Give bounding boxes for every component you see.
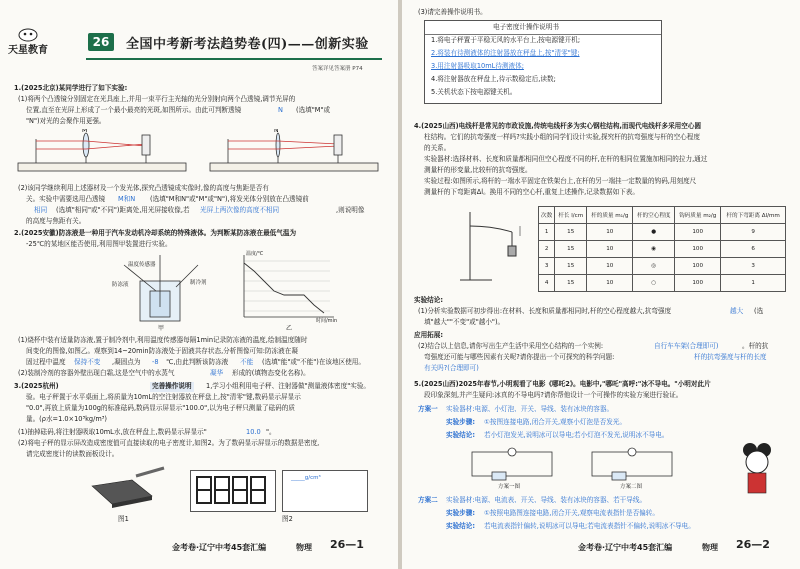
- q2-answer-2: -8: [152, 358, 159, 366]
- q2-p1b: 间变化的图像,如图乙。观察到14~20min防冻液处于固液共存状态,分析图像可知:防冻液在凝: [26, 347, 298, 355]
- q5-s2-step: ①按照电路图连接电路,闭合开关,观察电流表指针是否偏转。: [484, 509, 659, 517]
- q3-line2: 验。电子秤置于水平桌面上,将质量为10mL的空注射器放在秤盘上,按"清零"键,数码显示屏显示: [26, 393, 301, 401]
- q5-circuit-diagrams: [462, 446, 682, 486]
- q3-cont: (3)请完善操作说明书。: [418, 8, 487, 16]
- q3-scale-figure: [86, 466, 166, 516]
- q3-head-a: 3.(2025杭州): [14, 382, 59, 390]
- q2-apparatus-figure: [110, 251, 220, 331]
- hollow-icon-solid: ●: [633, 224, 675, 241]
- q2-p1f: (选填"能"或"不能")在该地区使用。: [262, 358, 365, 366]
- q4-answer-2: 自行车车架(合理即可): [654, 342, 719, 350]
- q4-materials-2: 测量杆的形变量,比较杆的抗弯强度。: [424, 166, 532, 174]
- q4-materials: 实验器材:选择材料、长度和质量都相同但空心程度不同的杆,在杆的相同位置施加相同的拉力,通过: [424, 155, 708, 163]
- right-footer-page: 26—2: [736, 538, 770, 551]
- q3-p1b: "。: [266, 428, 276, 436]
- q5-s2-label: 方案二: [418, 496, 438, 504]
- fig-label-sensor: 温度传感器: [128, 262, 156, 268]
- q2-p1c: 固过程中温度: [26, 358, 66, 366]
- q1-answer-1: N: [278, 106, 283, 114]
- left-footer-brand: 金考卷·辽宁中考45套汇编: [172, 543, 267, 552]
- screen-unit: _____g/cm³: [291, 475, 321, 481]
- fig-label-scheme-a: 方案一图: [498, 484, 521, 490]
- hollow-icon-large: ○: [633, 275, 675, 292]
- q1-answer-2: M和N: [118, 195, 136, 203]
- q4-answer-3: 杆的抗弯强度与杆的长度: [694, 353, 767, 361]
- right-page: [402, 0, 800, 569]
- q4-answer-3b: 有关吗?(合理即可): [424, 364, 479, 372]
- q2-p1d: ,凝固点为: [112, 358, 141, 366]
- q4-conclusion-1: (1)分析实验数据可初步得出:在材料、长度和质量都相同时,杆的空心程度越大,抗弯强度: [418, 307, 672, 315]
- th-5: 杆的下弯距离 Δl/mm: [721, 207, 786, 224]
- q4-bending-figure: [458, 206, 528, 286]
- manual-item-2: 2.将装有待测液体的注射器放在秤盘上,按"清零"键;: [431, 49, 580, 57]
- q1-p2d: (选填"相同"或"不同")距离处,用光屏接收像,若: [56, 206, 190, 214]
- q4-application-2: 弯强度还可能与哪些因素有关呢?请你提出一个可探究的科学问题:: [424, 353, 615, 361]
- manual-title: 电子密度计操作说明书: [493, 23, 559, 31]
- q5-s2-result-label: 实验结论:: [446, 522, 476, 530]
- th-4: 钩码质量 m₂/g: [675, 207, 721, 224]
- manual-item-4: 4.将注射器放在秤盘上,待示数稳定后,读数;: [431, 75, 556, 83]
- left-page: [0, 0, 398, 569]
- q1-p2c: (选填"M和N"或"M"或"N"),将发光体分别放在凸透镜前: [150, 195, 309, 203]
- q3-digit-display: [190, 470, 276, 512]
- q4-conclusion-head: 实验结论:: [414, 296, 444, 304]
- q4-line3: 的关系。: [424, 144, 451, 152]
- svg-text:M: M: [82, 129, 88, 134]
- q2-p2a: (2)装制冷剂的容器外壁出现白霜,这是空气中的水蒸气: [18, 369, 175, 377]
- q5-s1-result-label: 实验结论:: [446, 431, 476, 439]
- logo-text: 天星教育: [8, 45, 48, 56]
- q3-p2a: (2)将电子秤的显示屏改造成密度值可直接读取的电子密度计,如图2。为了数码显示屏显示的数据是密度,: [18, 439, 320, 447]
- left-footer-subject: 物理: [296, 543, 312, 552]
- q2-head: 2.(2025安徽)防冻液是一种用于汽车发动机冷却系统的特殊液体。为判断某防冻液在最低气温为: [14, 229, 297, 237]
- q2-answer-4: 凝华: [210, 369, 224, 377]
- q3-head-b: 1,学习小组利用电子秤、注射器做"测量液体密度"实验。: [206, 382, 371, 390]
- q4-data-table: [538, 206, 786, 292]
- q1-head: 1.(2025北京)某同学进行了如下实验:: [14, 84, 128, 92]
- q2-p1e: ℃,由此判断该防冻液: [166, 358, 229, 366]
- manual-item-3: 3.用注射器吸取10mL待测液体;: [431, 62, 524, 70]
- q1-p2f: 的高度与焦距有关。: [26, 217, 86, 225]
- hollow-icon-small: ◉: [633, 241, 675, 258]
- q3-fig1-label: 图1: [118, 515, 129, 523]
- q1-p1c: (选填"M"或: [296, 106, 331, 114]
- q2-p1a: (1)烧杯中装有适量防冻液,置于制冷剂中,利用温度传感器每隔1min记录防冻液的温度,绘制温度随时: [18, 336, 308, 344]
- q1-answer-3: 相同: [34, 206, 48, 214]
- table-row: 1 15 10 ● 100 9: [539, 224, 786, 241]
- q4-answer-1: 越大: [730, 307, 744, 315]
- q4-line2: 柱结构。它们的抗弯强度一样吗?实践小组的同学们设计实验,探究杆的抗弯强度与杆的空心程度: [424, 133, 700, 141]
- q1-answer-4: 光屏上两次像的高度不相同: [200, 206, 280, 214]
- q3-line3: "0.0",再放上质量为100g的标准砝码,数码显示屏显示"100.0",以为电子秤只测量了砝码的质: [26, 404, 295, 412]
- q1-p2b: 关。实验中需要选用凸透镜: [26, 195, 106, 203]
- q5-s2-materials: 实验器材:电源、电流表、开关、导线、装有冰块的容器、若干导线。: [446, 496, 647, 504]
- right-footer-brand: 金考卷·辽宁中考45套汇编: [578, 543, 673, 552]
- fig-label-antifreeze: 防冻液: [112, 282, 129, 288]
- density-manual-box: [424, 20, 662, 104]
- q5-s1-step-label: 实验步骤:: [446, 418, 476, 426]
- fig-label-yi: 乙: [286, 325, 293, 332]
- q4-application-head: 应用拓展:: [414, 331, 444, 339]
- q5-line2: 段印象深刻,并产生疑问:冰真的不导电吗?请你帮他设计一个可操作的实验方案进行验证。: [424, 391, 683, 399]
- q2-answer-3: 不能: [240, 358, 254, 366]
- table-row: 3 15 10 ◎ 100 3: [539, 258, 786, 275]
- manual-item-5: 5.关机状态下按电源键关机。: [431, 88, 517, 96]
- left-footer-page: 26—1: [330, 538, 364, 551]
- q4-process-2: 测量杆的下弯距离Δl。换用不同的空心杆,重复上述操作,记录数据如下表。: [424, 188, 639, 196]
- th-3: 杆的空心程度: [633, 207, 675, 224]
- q2-line2: -25℃的某地区能否使用,利用图甲装置进行实验。: [26, 240, 172, 248]
- th-2: 杆的质量 m₁/g: [587, 207, 633, 224]
- answer-reference: 答案详见答案册 P74: [312, 66, 363, 72]
- q1-p1a: (1)将两个凸透镜分别固定在光具座上,并用一束平行主光轴的光分别射向两个凸透镜,调节光屏的: [18, 95, 296, 103]
- graph-xlabel: 时间/min: [316, 318, 338, 324]
- fig-label-scheme-b: 方案二图: [620, 484, 643, 490]
- q2-p2b: 形成的(填物态变化名称)。: [232, 369, 310, 377]
- q3-density-screen: [282, 470, 368, 512]
- table-row: 2 15 10 ◉ 100 6: [539, 241, 786, 258]
- fig-label-jia: 甲: [158, 325, 165, 332]
- q3-p1a: (1)抽掉砝码,将注射器吸取10mL水,放在秤盘上,数码显示屏显示": [18, 428, 207, 436]
- right-footer-subject: 物理: [702, 543, 718, 552]
- q5-s1-label: 方案一: [418, 405, 438, 413]
- q4-conclusion-1b: (选: [754, 307, 764, 315]
- q3-p2b: 请完成密度计的读数面板设计。: [26, 450, 119, 458]
- q5-s2-step-label: 实验步骤:: [446, 509, 476, 517]
- q4-head: 4.(2025山西)电线杆是常见的市政设施,传统电线杆多为实心钢柱结构,而现代电线杆多采用空心圆: [414, 122, 702, 130]
- graph-ylabel: 温度/℃: [246, 251, 264, 257]
- q2-answer-1: 保持不变: [74, 358, 101, 366]
- q1-p2e: ,则说明像: [336, 206, 365, 214]
- nezha-cartoon-image: [732, 440, 782, 500]
- title-rule: [86, 58, 382, 60]
- q4-process: 实验过程:如图所示,将杆的一端水平固定在铁架台上,在杆的另一端挂一定数量的钩码,用刻度尺: [424, 177, 697, 185]
- q5-s2-result: 若电流表指针偏转,说明冰可以导电;若电流表指针不偏转,说明冰不导电。: [484, 522, 695, 530]
- page-title: 全国中考新考法趋势卷(四)——创新实验: [126, 37, 369, 52]
- q3-line4: 量。(ρ水=1.0×10³kg/m³): [26, 415, 107, 423]
- hollow-icon-medium: ◎: [633, 258, 675, 275]
- q5-head: 5.(2025山西)2025年春节,小明观看了电影《哪吒2》。电影中,"哪吒"高呼:"冰不导电。"小明对此片: [414, 380, 711, 388]
- manual-item-1: 1.将电子秤置于平稳无风的水平台上,按电源键开机;: [431, 36, 581, 44]
- q1-p1b: 位置,直至在光屏上形成了一个最小最亮的光斑,如图所示。由此可判断透镜: [26, 106, 242, 114]
- q3-fig2-label: 图2: [282, 515, 293, 523]
- svg-text:N: N: [274, 129, 279, 134]
- q5-s1-result: 若小灯泡发光,说明冰可以导电;若小灯泡不发光,说明冰不导电。: [484, 431, 669, 439]
- paper-number-badge: 26: [88, 33, 114, 51]
- fig-label-coolant: 制冷剂: [190, 280, 207, 286]
- q3-head-box: 完善操作说明: [152, 382, 192, 390]
- q3-answer-1: 10.0: [246, 428, 261, 436]
- q5-s1-materials: 实验器材:电源、小灯泡、开关、导线、装有冰块的容器。: [446, 405, 614, 413]
- q1-optical-bench-figure: [16, 129, 382, 181]
- q5-s1-step: ①按图连接电路,闭合开关,观察小灯泡是否发光。: [484, 418, 626, 426]
- table-row: 4 15 10 ○ 100 1: [539, 275, 786, 292]
- q1-p2a: (2)该同学继续利用上述器材及一个发光体,探究凸透镜成实像时,像的高度与焦距是否有: [18, 184, 269, 192]
- th-1: 杆长 l/cm: [555, 207, 587, 224]
- q1-p1d: "N")对光的会聚作用更强。: [26, 117, 106, 125]
- q4-conclusion-2: 填"越大""不变"或"越小")。: [424, 318, 505, 326]
- th-0: 次数: [539, 207, 555, 224]
- q4-application-1: (2)结合以上信息,请你写出生产生活中采用空心结构的一个实例:: [418, 342, 604, 350]
- q4-application-1b: 。杆的抗: [742, 342, 769, 350]
